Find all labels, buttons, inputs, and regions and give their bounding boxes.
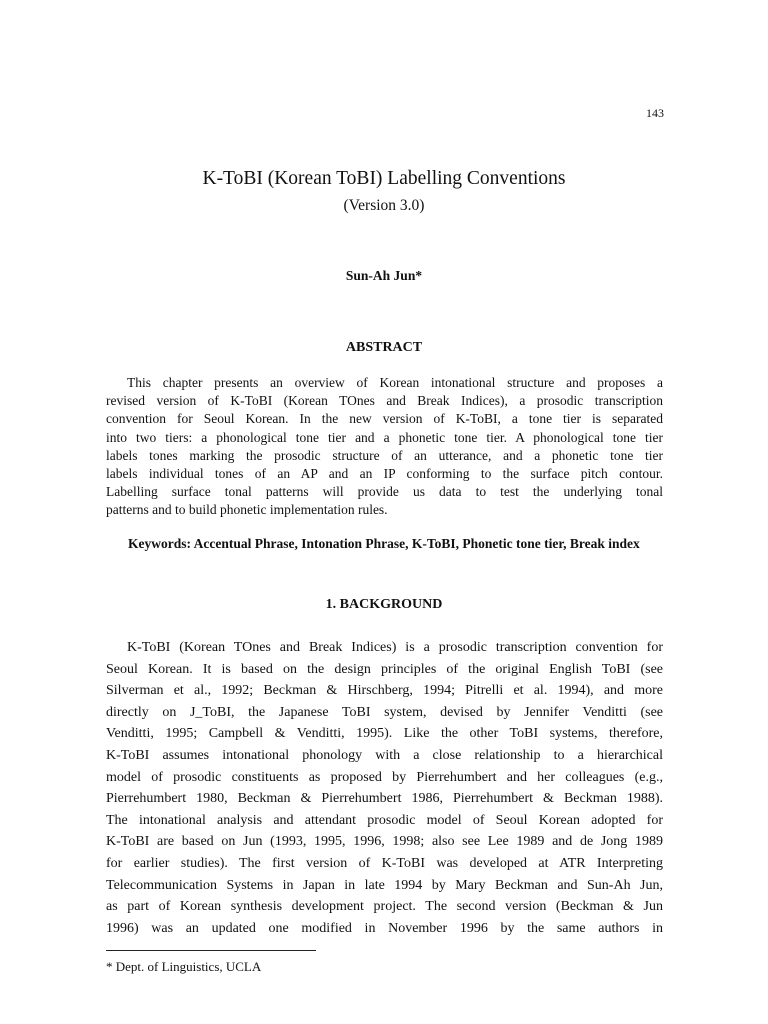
- footnote-divider: [106, 950, 316, 951]
- body-line: Silverman et al., 1992; Beckman & Hirschberg, 1994; Pitrelli et al. 1994), and more: [106, 683, 663, 699]
- paper-title: K-ToBI (Korean ToBI) Labelling Conventions: [202, 168, 566, 189]
- abstract-heading: ABSTRACT: [345, 340, 423, 355]
- body-line: Telecommunication Systems in Japan in late 1994 by Mary Beckman and Sun-Ah Jun,: [106, 877, 663, 893]
- body-line: Pierrehumbert 1980, Beckman & Pierrehumbert 1986, Pierrehumbert & Beckman 1988).: [106, 791, 663, 807]
- footnote: * Dept. of Linguistics, UCLA: [106, 959, 262, 974]
- abstract-line: revised version of K-ToBI (Korean TOnes and Break Indices), a prosodic transcription: [106, 393, 663, 409]
- paper-version: (Version 3.0): [343, 197, 425, 214]
- abstract-line: convention for Seoul Korean. In the new version of K-ToBI, a tone tier is separated: [106, 411, 663, 427]
- abstract-line: into two tiers: a phonological tone tier and a phonetic tone tier. A phonological tone tier: [106, 429, 663, 445]
- abstract-line: patterns and to build phonetic implementation rules.: [106, 502, 388, 518]
- abstract-line: This chapter presents an overview of Korean intonational structure and proposes a: [127, 375, 663, 390]
- abstract-line: Labelling surface tonal patterns will provide us data to test the underlying tonal: [106, 484, 663, 500]
- section-heading: 1. BACKGROUND: [325, 597, 443, 612]
- abstract-line: labels individual tones of an AP and an IP conforming to the surface pitch contour.: [106, 466, 663, 482]
- body-line: directly on J_ToBI, the Japanese ToBI system, devised by Jennifer Venditti (see: [106, 704, 663, 720]
- body-line: 1996) was an updated one modified in November 1996 by the same authors in: [106, 920, 663, 936]
- abstract-line: labels tones marking the prosodic structure of an utterance, and a phonetic tone tier: [106, 447, 663, 463]
- section-body: [106, 637, 663, 939]
- abstract-body: [106, 374, 663, 520]
- body-line: for earlier studies). The first version of K-ToBI was developed at ATR Interpreting: [106, 855, 663, 871]
- body-line: model of prosodic constituents as proposed by Pierrehumbert and her colleagues (e.g.,: [106, 769, 663, 785]
- body-line: Venditti, 1995; Campbell & Venditti, 1995). Like the other ToBI systems, therefore,: [106, 726, 663, 742]
- body-line: The intonational analysis and attendant prosodic model of Seoul Korean adopted for: [106, 812, 663, 828]
- author-name: Sun-Ah Jun*: [345, 268, 423, 283]
- body-line: Seoul Korean. It is based on the design principles of the original English ToBI (see: [106, 661, 663, 677]
- body-line: K-ToBI assumes intonational phonology with a close relationship to a hierarchical: [106, 747, 663, 763]
- keywords: Keywords: Accentual Phrase, Intonation Phrase, K-ToBI, Phonetic tone tier, Break index: [128, 536, 640, 551]
- body-line: as part of Korean synthesis development project. The second version (Beckman & Jun: [106, 899, 663, 915]
- body-line: K-ToBI are based on Jun (1993, 1995, 1996, 1998; also see Lee 1989 and de Jong 1989: [106, 834, 663, 850]
- body-line: K-ToBI (Korean TOnes and Break Indices) is a prosodic transcription convention for: [127, 640, 663, 655]
- page-number: 143: [646, 106, 664, 120]
